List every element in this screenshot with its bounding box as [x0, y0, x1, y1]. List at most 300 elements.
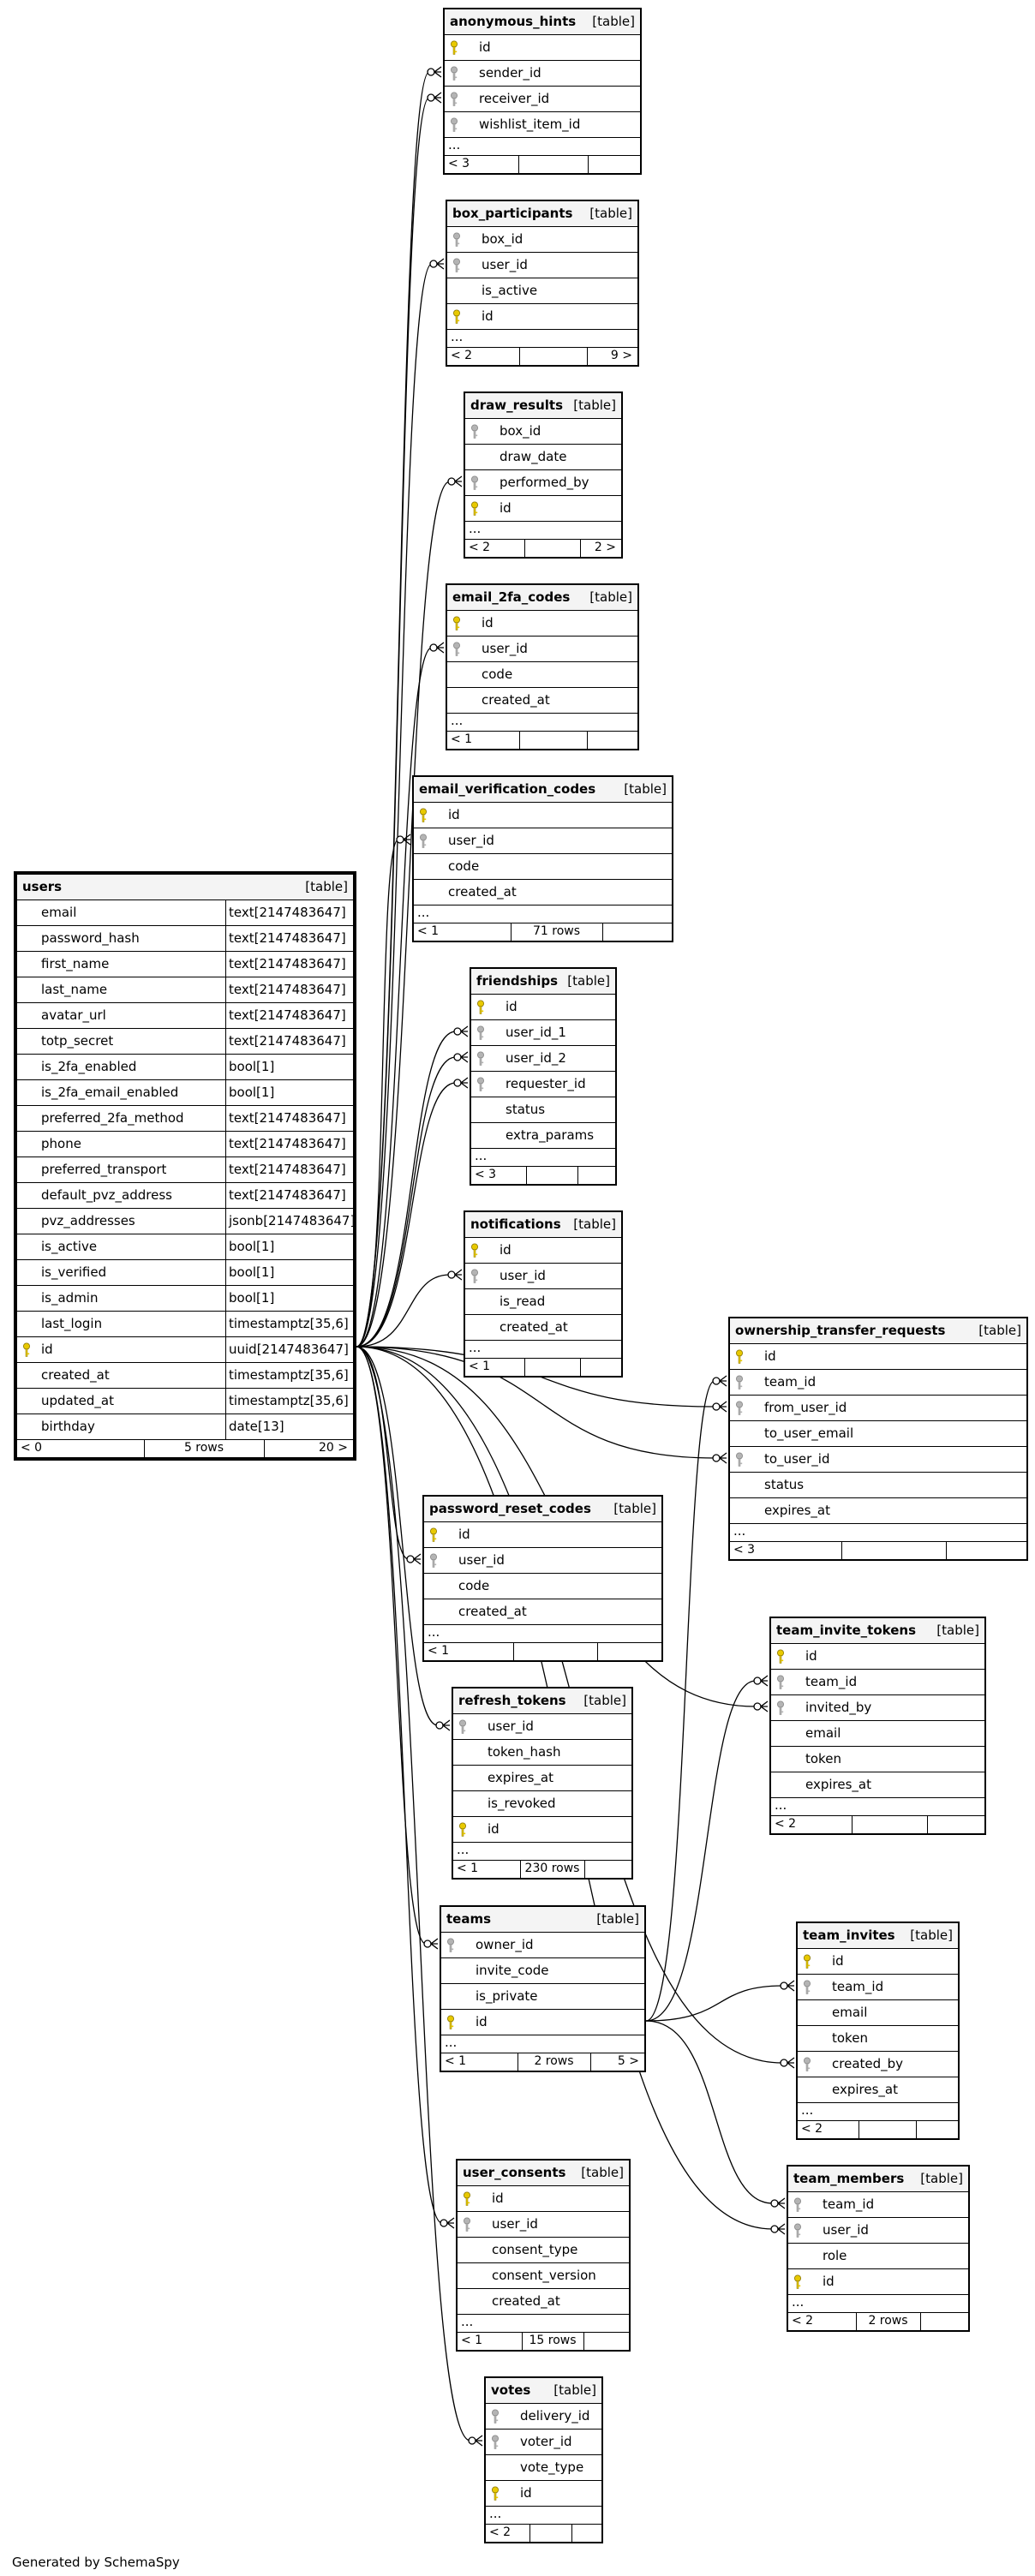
children-count[interactable]: 20 > [319, 1441, 348, 1455]
column-row[interactable] [453, 1817, 631, 1843]
more-columns-ellipsis: ... [465, 1341, 621, 1359]
table-type-tag: [table] [910, 1928, 953, 1943]
column-row[interactable] [447, 688, 637, 714]
column-name: email [832, 2005, 868, 2020]
parents-count[interactable]: < 2 [489, 2525, 512, 2539]
table-name[interactable]: votes [491, 2382, 531, 2398]
parents-count[interactable]: < 0 [21, 1441, 43, 1455]
foreign-key-icon [450, 92, 458, 107]
table-footer [788, 2313, 968, 2330]
column-row[interactable] [471, 1123, 615, 1149]
relationship-line [356, 1347, 426, 1944]
column-name: token_hash [488, 1744, 561, 1760]
table-header [486, 2378, 601, 2404]
column-row[interactable] [458, 2263, 629, 2289]
column-name: totp_secret [41, 1033, 114, 1049]
parents-count[interactable]: < 1 [457, 1862, 479, 1875]
parents-count[interactable]: < 1 [461, 2334, 483, 2347]
crows-foot-marker [455, 476, 462, 487]
crows-foot-marker [455, 1270, 462, 1280]
relationship-line [356, 1347, 442, 2223]
crows-foot-marker [461, 1052, 468, 1062]
column-row[interactable] [441, 2010, 644, 2035]
table-type-tag: [table] [589, 206, 632, 221]
column-row[interactable] [788, 2269, 968, 2295]
column-row[interactable] [441, 1984, 644, 2010]
generated-by-credit: Generated by SchemaSpy [12, 2555, 180, 2570]
table-name[interactable]: teams [446, 1911, 492, 1927]
optional-marker [454, 1079, 461, 1086]
table-name[interactable]: notifications [470, 1216, 561, 1232]
table-footer [771, 1816, 984, 1833]
table-type-tag: [table] [305, 879, 348, 894]
optional-marker [407, 1556, 414, 1563]
column-name: is_revoked [488, 1796, 556, 1811]
foreign-key-icon [476, 1077, 485, 1092]
table-name[interactable]: ownership_transfer_requests [735, 1323, 946, 1338]
column-name: id [764, 1348, 776, 1364]
parents-count[interactable]: < 2 [469, 541, 491, 554]
primary-key-icon [735, 1349, 744, 1365]
crows-foot-marker [431, 1939, 438, 1949]
column-type: bool[1] [229, 1059, 275, 1074]
column-row[interactable] [447, 662, 637, 688]
column-row[interactable] [447, 611, 637, 637]
table-name[interactable]: team_invites [803, 1928, 895, 1943]
column-name: user_id [458, 1552, 505, 1568]
column-row[interactable] [17, 1157, 353, 1183]
optional-marker [713, 1378, 720, 1384]
optional-marker [781, 1982, 787, 1989]
column-row[interactable] [730, 1498, 1026, 1524]
column-name: team_id [805, 1674, 858, 1689]
column-row[interactable] [486, 2430, 601, 2455]
column-row[interactable] [465, 1264, 621, 1289]
table-votes[interactable] [484, 2376, 603, 2543]
column-name: token [805, 1751, 841, 1766]
crows-foot-marker [761, 1701, 768, 1712]
column-row[interactable] [17, 900, 353, 926]
column-name: user_id [492, 2216, 538, 2232]
column-row[interactable] [730, 1344, 1026, 1370]
column-row[interactable] [445, 87, 640, 112]
foreign-key-icon [793, 2223, 802, 2238]
table-password_reset_codes[interactable] [422, 1495, 663, 1662]
optional-marker [428, 69, 434, 75]
optional-marker [436, 1722, 443, 1729]
column-row[interactable] [798, 2077, 958, 2103]
foreign-key-icon [458, 1719, 467, 1735]
column-row[interactable] [447, 253, 637, 278]
crows-foot-marker [447, 2218, 454, 2228]
column-row[interactable] [465, 1315, 621, 1341]
column-name: code [482, 666, 513, 682]
column-row[interactable] [447, 304, 637, 330]
column-name: consent_type [492, 2242, 578, 2257]
column-row[interactable] [447, 637, 637, 662]
parents-count[interactable]: < 3 [475, 1168, 497, 1181]
column-type: text[2147483647] [229, 930, 346, 946]
column-row[interactable] [465, 1238, 621, 1264]
children-count[interactable]: 5 > [617, 2054, 639, 2068]
column-row[interactable] [486, 2455, 601, 2481]
column-name: id [492, 2190, 504, 2206]
column-row[interactable] [471, 995, 615, 1020]
primary-key-icon [776, 1649, 785, 1665]
column-name: user_id [482, 257, 528, 272]
table-header [730, 1318, 1026, 1344]
table-draw_results[interactable] [464, 391, 623, 559]
column-row[interactable] [465, 1289, 621, 1315]
crows-foot-marker [778, 2198, 785, 2208]
column-row[interactable] [17, 1080, 353, 1106]
column-row[interactable] [465, 419, 621, 445]
column-row[interactable] [453, 1714, 631, 1740]
column-name: id [476, 2014, 488, 2029]
optional-marker [454, 1054, 461, 1061]
column-name: preferred_2fa_method [41, 1110, 184, 1126]
column-row[interactable] [465, 496, 621, 522]
column-name: created_at [458, 1604, 527, 1619]
column-row[interactable] [458, 2186, 629, 2212]
table-footer [17, 1440, 353, 1457]
table-name[interactable]: email_2fa_codes [452, 589, 571, 605]
table-footer [445, 156, 640, 173]
parents-count[interactable]: < 1 [469, 1360, 491, 1373]
column-row[interactable] [447, 227, 637, 253]
primary-key-icon [458, 1822, 467, 1838]
parents-count[interactable]: < 2 [792, 2314, 814, 2328]
row-count: 71 rows [532, 924, 581, 938]
column-row[interactable] [465, 445, 621, 470]
more-columns-ellipsis: ... [788, 2295, 968, 2313]
column-row[interactable] [788, 2192, 968, 2218]
column-row[interactable] [771, 1772, 984, 1798]
table-header [458, 2161, 629, 2186]
parents-count[interactable]: < 1 [428, 1644, 450, 1658]
column-row[interactable] [17, 977, 353, 1003]
children-count[interactable]: 9 > [610, 349, 632, 362]
optional-marker [469, 2437, 476, 2444]
foreign-key-icon [735, 1452, 744, 1467]
column-row[interactable] [788, 2218, 968, 2244]
column-row[interactable] [17, 1286, 353, 1312]
column-row[interactable] [17, 1260, 353, 1286]
column-name: preferred_transport [41, 1162, 167, 1177]
column-name: delivery_id [520, 2408, 590, 2424]
table-teams[interactable] [440, 1905, 646, 2072]
table-notifications[interactable] [464, 1210, 623, 1378]
column-row[interactable] [798, 1949, 958, 1975]
column-type: date[13] [229, 1419, 284, 1434]
column-row[interactable] [453, 1766, 631, 1791]
column-row[interactable] [424, 1548, 661, 1574]
optional-marker [771, 2226, 778, 2232]
crows-foot-marker [720, 1453, 727, 1463]
column-name: draw_date [500, 449, 567, 464]
parents-count[interactable]: < 2 [801, 2122, 823, 2136]
column-row[interactable] [458, 2289, 629, 2315]
more-columns-ellipsis: ... [414, 905, 672, 923]
column-row[interactable] [486, 2404, 601, 2430]
table-header [771, 1618, 984, 1644]
parents-count[interactable]: < 1 [445, 2054, 467, 2068]
column-row[interactable] [465, 470, 621, 496]
column-name: id [832, 1953, 844, 1969]
foreign-key-icon [470, 475, 479, 491]
column-row[interactable] [424, 1522, 661, 1548]
table-header [465, 1212, 621, 1238]
column-row[interactable] [17, 1003, 353, 1029]
crows-foot-marker [461, 1026, 468, 1037]
parents-count[interactable]: < 3 [448, 157, 470, 170]
column-row[interactable] [17, 1337, 353, 1363]
table-email_verification_codes[interactable] [412, 775, 673, 942]
table-name[interactable]: friendships [476, 973, 559, 989]
table-header [798, 1923, 958, 1949]
foreign-key-icon [803, 2057, 811, 2072]
optional-marker [440, 2220, 447, 2226]
column-row[interactable] [453, 1791, 631, 1817]
more-columns-ellipsis: ... [771, 1798, 984, 1816]
column-name: email [41, 905, 77, 920]
table-friendships[interactable] [470, 967, 617, 1186]
column-name: created_at [448, 884, 517, 900]
column-name: id [458, 1527, 470, 1542]
column-row[interactable] [771, 1747, 984, 1772]
column-row[interactable] [17, 1414, 353, 1440]
crows-foot-marker [761, 1676, 768, 1686]
column-type: text[2147483647] [229, 1136, 346, 1151]
more-columns-ellipsis: ... [424, 1625, 661, 1643]
table-header [414, 777, 672, 803]
table-name[interactable]: box_participants [452, 206, 573, 221]
table-users[interactable] [14, 871, 356, 1461]
table-footer [441, 2053, 644, 2071]
relationship-line [646, 2021, 773, 2203]
table-team_members[interactable] [787, 2165, 970, 2332]
more-columns-ellipsis: ... [441, 2035, 644, 2053]
table-header [788, 2167, 968, 2192]
optional-marker [397, 836, 404, 843]
column-row[interactable] [445, 61, 640, 87]
column-row[interactable] [424, 1574, 661, 1599]
optional-marker [448, 1271, 455, 1278]
column-name: created_at [492, 2293, 560, 2309]
table-name[interactable]: password_reset_codes [429, 1501, 591, 1516]
primary-key-icon [452, 309, 461, 325]
column-row[interactable] [414, 803, 672, 828]
column-row[interactable] [798, 2000, 958, 2026]
table-footer [447, 348, 637, 365]
column-row[interactable] [17, 1183, 353, 1209]
column-type: timestamptz[35,6] [229, 1367, 349, 1383]
column-row[interactable] [798, 2026, 958, 2052]
column-row[interactable] [453, 1740, 631, 1766]
column-row[interactable] [730, 1447, 1026, 1473]
crows-foot-marker [778, 2224, 785, 2234]
foreign-key-icon [450, 117, 458, 133]
table-header [445, 9, 640, 35]
column-name: updated_at [41, 1393, 114, 1408]
crows-foot-marker [434, 67, 441, 77]
primary-key-icon [450, 40, 458, 56]
column-row[interactable] [414, 880, 672, 905]
table-header [441, 1907, 644, 1933]
foreign-key-icon [446, 1938, 455, 1953]
column-row[interactable] [486, 2481, 601, 2507]
table-footer [424, 1643, 661, 1660]
column-row[interactable] [730, 1396, 1026, 1421]
column-row[interactable] [730, 1473, 1026, 1498]
column-name: user_id_1 [506, 1025, 566, 1040]
table-type-tag: [table] [596, 1911, 639, 1927]
column-row[interactable] [771, 1695, 984, 1721]
column-row[interactable] [458, 2238, 629, 2263]
column-type: text[2147483647] [229, 1110, 346, 1126]
column-row[interactable] [17, 1106, 353, 1132]
optional-marker [754, 1703, 761, 1710]
parents-count[interactable]: < 1 [451, 732, 473, 746]
parents-count[interactable]: < 2 [775, 1817, 797, 1831]
column-row[interactable] [17, 952, 353, 977]
column-name: requester_id [506, 1076, 586, 1091]
column-row[interactable] [17, 1234, 353, 1260]
foreign-key-icon [776, 1700, 785, 1716]
parents-count[interactable]: < 3 [733, 1543, 756, 1557]
table-footer [730, 1542, 1026, 1559]
optional-marker [428, 94, 434, 101]
column-row[interactable] [771, 1721, 984, 1747]
table-team_invites[interactable] [796, 1922, 960, 2140]
column-row[interactable] [730, 1370, 1026, 1396]
table-anonymous_hints[interactable] [443, 8, 642, 175]
table-footer [798, 2121, 958, 2138]
column-row[interactable] [445, 35, 640, 61]
relationship-line [356, 1083, 456, 1347]
column-name: id [500, 500, 512, 516]
column-name: user_id [482, 641, 528, 656]
table-user_consents[interactable] [456, 2159, 631, 2352]
column-name: extra_params [506, 1127, 595, 1143]
column-row[interactable] [17, 1312, 353, 1337]
table-footer [465, 540, 621, 557]
column-row[interactable] [441, 1933, 644, 1958]
column-row[interactable] [447, 278, 637, 304]
column-row[interactable] [17, 1029, 353, 1055]
column-row[interactable] [441, 1958, 644, 1984]
primary-key-icon [803, 1954, 811, 1969]
column-row[interactable] [798, 2052, 958, 2077]
column-name: last_name [41, 982, 108, 997]
table-team_invite_tokens[interactable] [769, 1617, 986, 1835]
table-type-tag: [table] [592, 14, 635, 29]
crows-foot-marker [437, 259, 444, 269]
more-columns-ellipsis: ... [471, 1149, 615, 1167]
column-row[interactable] [17, 1055, 353, 1080]
column-row[interactable] [471, 1046, 615, 1072]
table-name[interactable]: email_verification_codes [419, 781, 596, 797]
table-name[interactable]: team_invite_tokens [776, 1623, 917, 1638]
column-row[interactable] [771, 1670, 984, 1695]
primary-key-icon [452, 616, 461, 631]
children-count[interactable]: 2 > [594, 541, 616, 554]
column-row[interactable] [414, 828, 672, 854]
column-row[interactable] [424, 1599, 661, 1625]
column-name: id [805, 1648, 817, 1664]
column-name: id [520, 2485, 532, 2501]
table-box_participants[interactable] [446, 200, 639, 367]
parents-count[interactable]: < 2 [451, 349, 473, 362]
crows-foot-marker [443, 1720, 450, 1730]
column-row[interactable] [414, 854, 672, 880]
table-type-tag: [table] [978, 1323, 1021, 1338]
table-footer [458, 2333, 629, 2350]
column-row[interactable] [730, 1421, 1026, 1447]
table-ownership_transfer_requests[interactable] [728, 1317, 1028, 1561]
table-type-tag: [table] [581, 2165, 624, 2180]
table-footer [453, 1861, 631, 1878]
optional-marker [781, 2059, 787, 2066]
column-row[interactable] [17, 1209, 356, 1234]
column-row[interactable] [471, 1097, 615, 1123]
optional-marker [713, 1403, 720, 1410]
parents-count[interactable]: < 1 [417, 924, 440, 938]
more-columns-ellipsis: ... [447, 714, 637, 732]
more-columns-ellipsis: ... [447, 330, 637, 348]
table-name[interactable]: users [22, 879, 63, 894]
table-email_2fa_codes[interactable] [446, 583, 639, 750]
table-name[interactable]: user_consents [463, 2165, 566, 2180]
column-row[interactable] [17, 1363, 353, 1389]
column-row[interactable] [471, 1020, 615, 1046]
row-count: 230 rows [524, 1862, 580, 1875]
table-name[interactable]: refresh_tokens [458, 1693, 566, 1708]
table-name[interactable]: anonymous_hints [450, 14, 577, 29]
primary-key-icon [491, 2486, 500, 2501]
foreign-key-icon [452, 258, 461, 273]
column-row[interactable] [17, 1389, 353, 1414]
column-row[interactable] [458, 2212, 629, 2238]
table-header [17, 875, 353, 900]
table-refresh_tokens[interactable] [452, 1687, 633, 1880]
foreign-key-icon [429, 1553, 438, 1569]
relationship-line [356, 98, 429, 1347]
column-name: id [482, 615, 494, 631]
foreign-key-icon [452, 232, 461, 248]
column-name: team_id [823, 2196, 875, 2212]
column-name: id [506, 999, 518, 1014]
foreign-key-icon [491, 2409, 500, 2424]
table-header [453, 1688, 631, 1714]
column-row[interactable] [17, 1132, 353, 1157]
foreign-key-icon [776, 1675, 785, 1690]
column-row[interactable] [788, 2244, 968, 2269]
table-type-tag: [table] [920, 2171, 963, 2186]
table-name[interactable]: team_members [793, 2171, 905, 2186]
column-row[interactable] [798, 1975, 958, 2000]
column-row[interactable] [445, 112, 640, 138]
row-count: 2 rows [534, 2054, 574, 2068]
column-name: box_id [500, 423, 541, 439]
column-row[interactable] [771, 1644, 984, 1670]
column-row[interactable] [471, 1072, 615, 1097]
relationship-line [646, 1986, 782, 2021]
column-type: text[2147483647] [229, 905, 346, 920]
column-row[interactable] [17, 926, 353, 952]
column-name: birthday [41, 1419, 95, 1434]
table-name[interactable]: draw_results [470, 397, 564, 413]
